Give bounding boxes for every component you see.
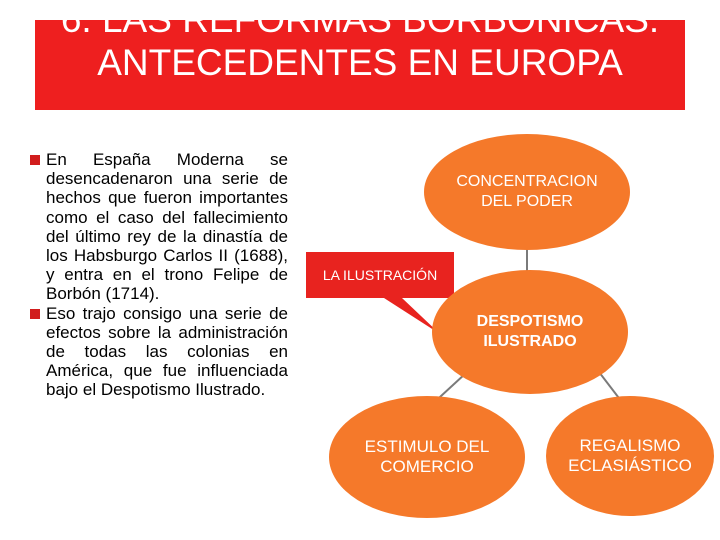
- slide-title: 6. LAS REFORMAS BORBÓNICAS: ANTECEDENTES EN EUROPA: [60, 0, 660, 83]
- node-label: CONCENTRACION DEL PODER: [456, 173, 598, 210]
- node-label: REGALISMO ECLASIÁSTICO: [568, 436, 692, 475]
- node-label: DESPOTISMO ILUSTRADO: [476, 313, 584, 350]
- callout-la-ilustracion: [306, 252, 454, 298]
- node-estimulo-del-comercio: [329, 396, 525, 518]
- bullet-text: En España Moderna se desencadenaron una serie de hechos que fueron importantes como el caso del fallecimiento del último rey de la dinastía de los Habsburgo Carlos II (1688), y entra en el trono Felipe de Borbón (1714).: [46, 150, 288, 304]
- callout-label-text: LA ILUSTRACIÓN: [322, 267, 438, 283]
- node-concentracion-del-poder: [424, 134, 630, 250]
- node-despotismo-ilustrado: [432, 270, 628, 394]
- bullet-text: Eso trajo consigo una serie de efectos sobre la administración de todas las colonias en América, que fue influenciada bajo el Despotismo Ilustrado.: [46, 303, 288, 400]
- node-regalismo-eclasiastico: [546, 396, 714, 516]
- node-label: ESTIMULO DEL COMERCIO: [364, 437, 490, 476]
